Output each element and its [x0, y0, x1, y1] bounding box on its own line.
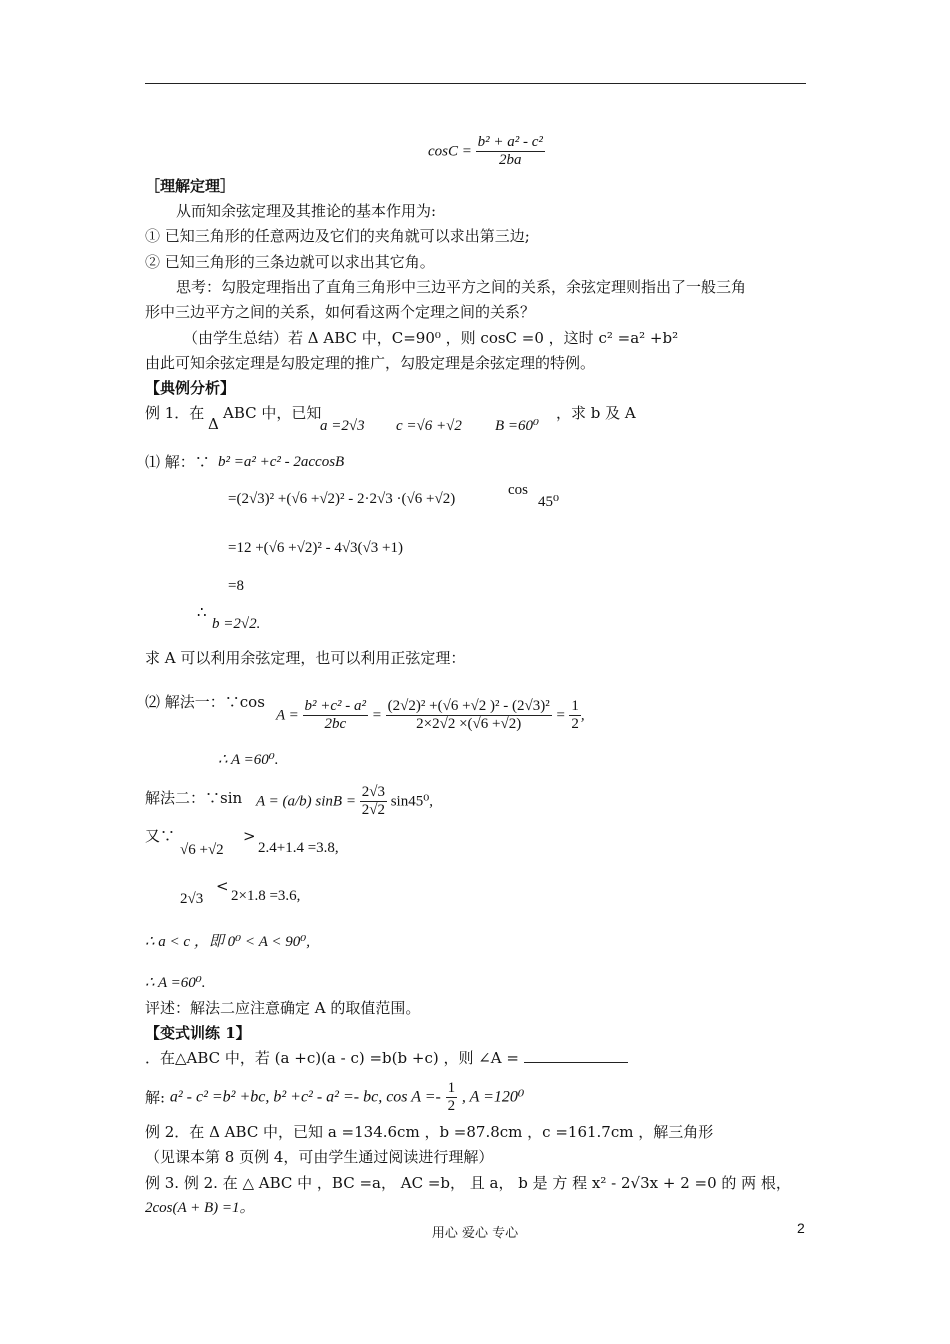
formula-cosc-num: b² + a² - c² [477, 134, 543, 150]
sol1-step1: =(2√3)² +(√6 +√2)² - 2·2√3 ·(√6 +√2) [228, 491, 456, 507]
conclusion: 由此可知余弦定理是勾股定理的推广，勾股定理是余弦定理的特例。 [145, 354, 596, 372]
ex1-triangle: ABC 中，已知 [223, 404, 322, 422]
formula-cosc [428, 134, 545, 169]
variant-question-text: ．在△ABC 中，若 (a +c)(a - c) =b(b +c) ，则 ∠A = [145, 1049, 519, 1067]
sol2-lhs: A = $\frac{\text{b² +c² - a²}}{2bc}$ = $\frac{\text{(2√2)² +(√6 +√2 )² - (2√3)²}}{2\times 2√2 \times(√6 +√2)}$ = $\frac{1}{2}$ , [276, 698, 585, 732]
ex1-c-value: c =√6 +√2 [396, 418, 462, 434]
section-examples: 【典例分析】 [145, 379, 236, 397]
sol3-label: 解法二：∵sin [145, 789, 243, 807]
also-label: 又∵ [145, 827, 176, 845]
comment: 评述：解法二应注意确定 A 的取值范围。 [145, 999, 421, 1017]
variant-sol-label: 解: [145, 1088, 166, 1107]
think-line-2: 形中三边平方之间的关系，如何看这两个定理之间的关系？ [145, 303, 536, 321]
sol1-therefore: ∴ [197, 603, 207, 621]
sol2-result: ∴ A =60⁰. [218, 752, 279, 768]
also-expr-1: √6 +√2 [180, 842, 224, 858]
sol3-tail: sin45⁰, [390, 793, 433, 810]
ask-a: 求 A 可以利用余弦定理，也可以利用正弦定理： [145, 649, 466, 667]
also-val-1: 2.4+1.4 =3.8, [258, 840, 339, 856]
sol3-eq: A = (a/b) sinB = [256, 793, 356, 810]
section-understand: ［理解定理］ [145, 177, 236, 195]
sol3-fraction [360, 784, 387, 819]
page-number: 2 [797, 1220, 805, 1236]
sol2-f3-den: 2 [571, 716, 579, 732]
variant-sol-eq: a² - c² =b² +bc, b² +c² - a² =- bc, cos A =- [169, 1088, 441, 1106]
header-rule [145, 83, 806, 84]
ex1-a-value: a =2√3 [320, 418, 365, 434]
sol1-step2: =12 +(√6 +√2)² - 4√3(√3 +1) [228, 540, 403, 556]
formula-cosc-den: 2ba [499, 152, 522, 168]
also-val-2: 2×1.8 =3.6, [231, 888, 301, 904]
ex1-prefix: 例 1．在 [145, 404, 205, 422]
also-expr-2: 2√3 [180, 891, 204, 907]
final-a: ∴ A =60⁰. [145, 975, 206, 991]
sol2-f1-num: b² +c² - a² [304, 698, 367, 714]
sol2-fraction-2 [386, 698, 552, 733]
sol2-a: A = [276, 707, 299, 724]
example-3-line-1: 例 3. 例 2. 在 △ ABC 中 ，BC =a， AC =b， 且 a， b 是 方 程 x² - 2√3x + 2 =0 的 两 根， [145, 1174, 791, 1192]
point-2: ② 已知三角形的三条边就可以求出其它角。 [145, 253, 435, 271]
sol2-fraction-1 [303, 698, 369, 733]
range-line: ∴ a < c ，即 0⁰ < A < 90⁰, [145, 934, 310, 950]
sol2-f3-num: 1 [571, 698, 579, 714]
formula-cosc-fraction [476, 134, 545, 169]
think-line-1: 思考：勾股定理指出了直角三角形中三边平方之间的关系，余弦定理则指出了一般三角 [176, 278, 747, 296]
sol3-lhs [256, 784, 433, 819]
sol2-label: ⑵ 解法一：∵cos [145, 693, 265, 711]
sol2-f1-den: 2bc [324, 716, 347, 732]
section-variant: 【变式训练 1】 [145, 1024, 251, 1042]
formula-cosc-lhs: cosC = [428, 143, 472, 160]
sol2-f2-den: 2×2√2 ×(√6 +√2) [416, 716, 522, 732]
sol1-equation: b² =a² +c² - 2accosB [218, 454, 345, 470]
also-gt: > [243, 827, 256, 845]
student-summary: （由学生总结）若 Δ ABC 中，C=90⁰ ，则 cosC =0 ，这时 c² =a² +b² [183, 329, 679, 347]
sol1-result: b =2√2. [212, 616, 261, 632]
sol2-fraction-3 [569, 698, 581, 733]
sol3-f-den: 2√2 [361, 802, 385, 818]
also-lt: < [216, 877, 229, 895]
variant-question [145, 1048, 628, 1068]
example-2-note: （见课本第 8 页例 4，可由学生通过阅读进行理解） [145, 1148, 494, 1166]
variant-sol-fraction: $\frac{1}{2}$ [447, 1080, 456, 1114]
sol1-label: ⑴ 解：∵ [145, 453, 210, 471]
example-2: 例 2．在 Δ ABC 中，已知 a =134.6cm ，b =87.8cm ，c =161.7cm ，解三角形 [145, 1123, 714, 1141]
footer-text: 用心 爱心 专心 [431, 1226, 519, 1241]
sol3-f-num: 2√3 [361, 784, 385, 800]
sol1-step3: =8 [228, 578, 244, 594]
variant-solution [145, 1080, 524, 1115]
example-3-line-2: 2cos(A + B) =1。 [145, 1200, 255, 1216]
ex1-b-angle: B =60⁰ [495, 418, 540, 434]
ex1-delta: Δ [208, 415, 219, 433]
point-1: ① 已知三角形的任意两边及它们的夹角就可以求出第三边; [145, 227, 530, 245]
sol1-step1-angle: 45⁰ [538, 494, 560, 510]
variant-sol-end: , A =120⁰ [461, 1088, 525, 1106]
answer-blank[interactable] [524, 1048, 628, 1063]
understand-intro: 从而知余弦定理及其推论的基本作用为: [176, 202, 437, 220]
ex1-ask: ，求 b 及 A [556, 404, 636, 422]
sol1-step1-cos: cos [508, 482, 528, 498]
sol2-f2-num: (2√2)² +(√6 +√2 )² - (2√3)² [387, 698, 550, 714]
